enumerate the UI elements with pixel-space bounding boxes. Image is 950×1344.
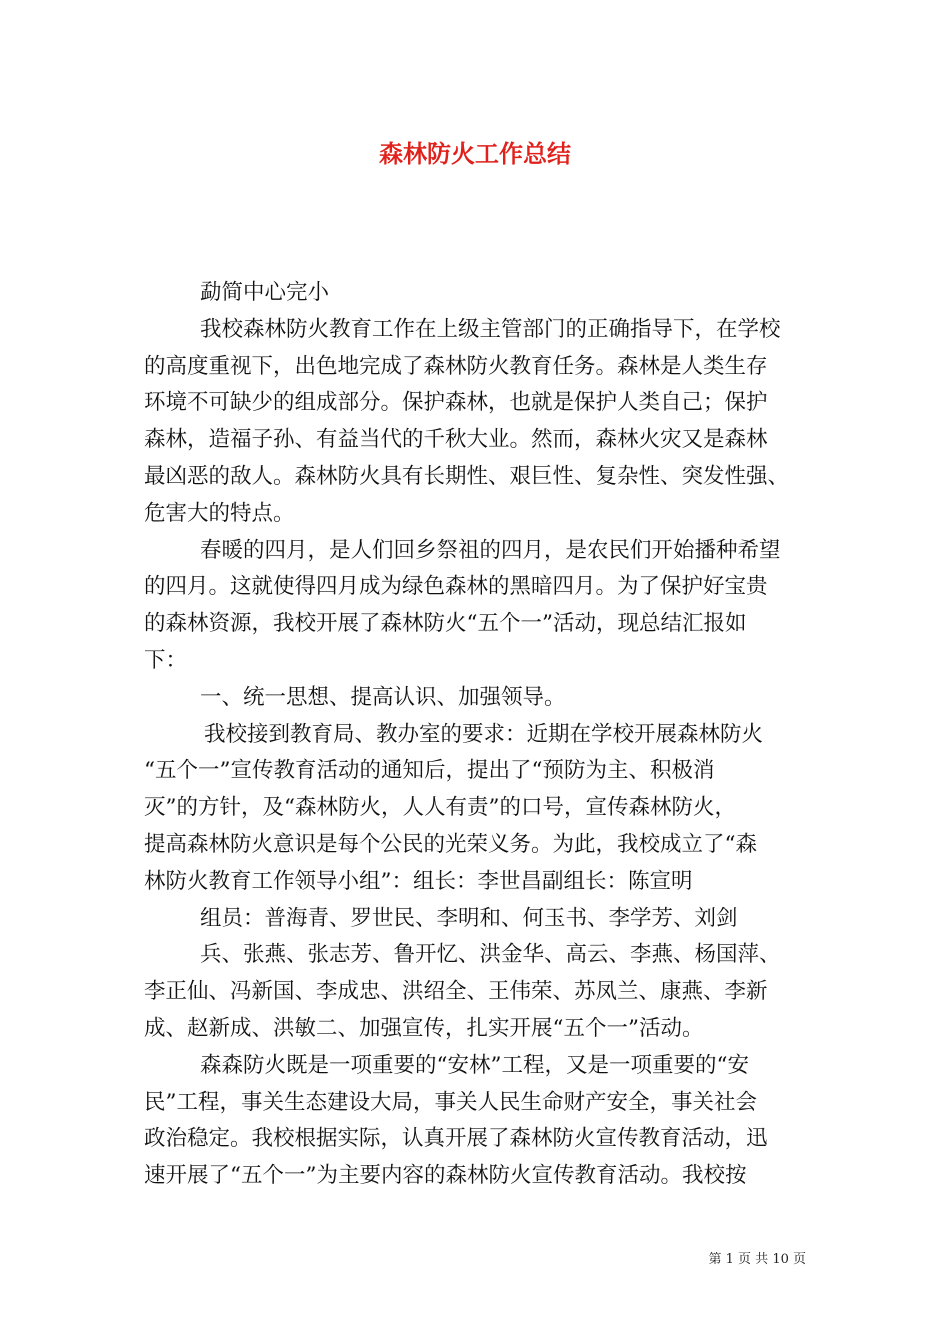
- text-line: 政治稳定。我校根据实际，认真开展了森林防火宣传教育活动，迅: [144, 1126, 768, 1152]
- text-line: 组员：普海青、罗世民、李明和、何玉书、李学芳、刘剑: [200, 905, 738, 931]
- text-line: 春暖的四月，是人们回乡祭祖的四月，是农民们开始播种希望: [200, 537, 781, 563]
- page-number: 第 1 页 共 10 页: [708, 1252, 806, 1267]
- text-line: “五个一”宣传教育活动的通知后，提出了“预防为主、积极消: [144, 758, 715, 784]
- text-line: 最凶恶的敌人。森林防火具有长期性、艰巨性、复杂性、突发性强、: [144, 463, 790, 489]
- text-line: 的高度重视下，出色地完成了森林防火教育任务。森林是人类生存: [144, 353, 768, 379]
- text-line: 环境不可缺少的组成部分。保护森林，也就是保护人类自己；保护: [144, 390, 768, 416]
- text-line: 下：: [144, 647, 188, 673]
- text-line: 的森林资源，我校开展了森林防火“五个一”活动，现总结汇报如: [144, 611, 747, 637]
- document-body: [144, 275, 824, 1195]
- text-line: 兵、张燕、张志芳、鲁开忆、洪金华、高云、李燕、杨国萍、: [200, 942, 781, 968]
- text-line: 李正仙、冯新国、李成忠、洪绍全、王伟荣、苏凤兰、康燕、李新: [144, 979, 768, 1005]
- text-line: 民”工程，事关生态建设大局，事关人民生命财产安全，事关社会: [144, 1089, 757, 1115]
- text-line: 林防火教育工作领导小组”：组长：李世昌副组长：陈宣明: [144, 868, 693, 894]
- section-heading: 一、统一思想、提高认识、加强领导。: [200, 684, 566, 710]
- text-line: 我校接到教育局、教办室的要求：近期在学校开展森林防火: [204, 721, 764, 747]
- text-line: 灭”的方针，及“森林防火，人人有责”的口号，宣传森林防火，: [144, 795, 736, 821]
- text-line: 危害大的特点。: [144, 500, 295, 526]
- text-line: 森林，造福子孙、有益当代的千秋大业。然而，森林火灾又是森林: [144, 427, 768, 453]
- text-line: 成、赵新成、洪敏二、加强宣传，扎实开展“五个一”活动。: [144, 1015, 704, 1041]
- text-line: 的四月。这就使得四月成为绿色森林的黑暗四月。为了保护好宝贵: [144, 574, 768, 600]
- text-line: 我校森林防火教育工作在上级主管部门的正确指导下，在学校: [200, 316, 781, 342]
- document-title: 森林防火工作总结: [379, 140, 571, 168]
- text-line: 速开展了“五个一”为主要内容的森林防火宣传教育活动。我校按: [144, 1163, 747, 1189]
- text-line: 勐简中心完小: [200, 280, 330, 305]
- text-line: 提高森林防火意识是每个公民的光荣义务。为此，我校成立了“森: [144, 831, 757, 857]
- text-line: 森森防火既是一项重要的“安林”工程，又是一项重要的“安: [200, 1052, 749, 1078]
